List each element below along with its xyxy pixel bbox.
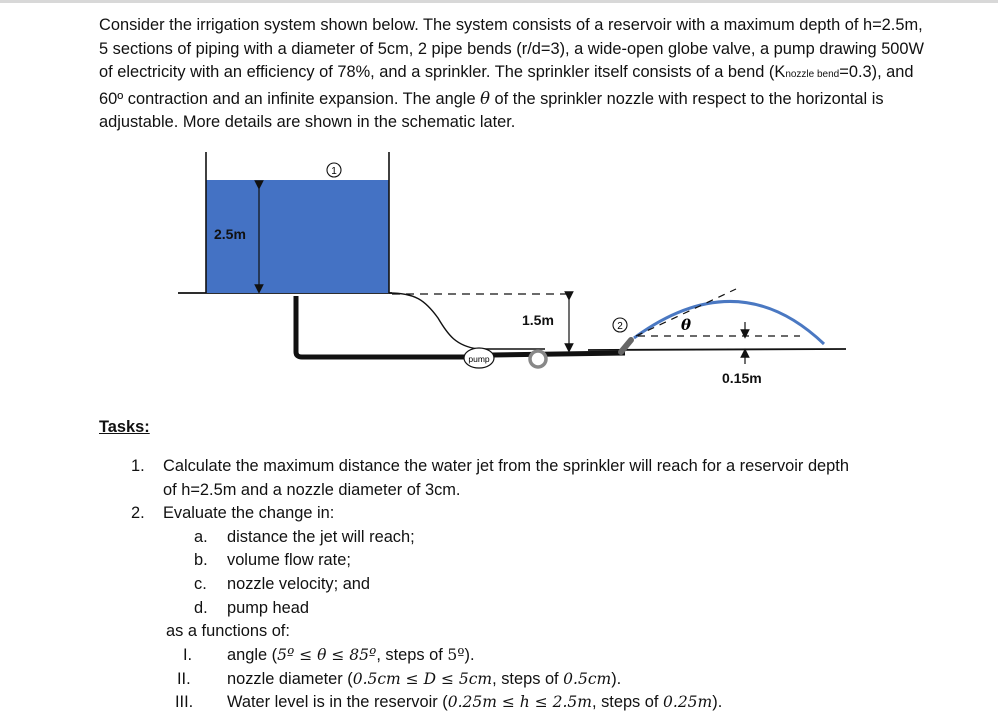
item-c-label: c. xyxy=(194,575,207,593)
pipe-suction xyxy=(296,296,468,357)
roman-i-prefix: angle ( xyxy=(227,646,278,664)
task-2-number: 2. xyxy=(131,504,145,522)
tasks-heading: Tasks: xyxy=(99,418,150,436)
intro-text-1: Consider the irrigation system shown below. The system consists of a reservoir with a maximum depth of h=2.5m, 5 sections of piping with a diameter of 5cm, 2 pipe bends (r/d=3), a wide-open globe valve, a pump drawing 500W of electricity with an efficiency of 78%, and a sprinkler. The sprinkler itself consists of a bend (K xyxy=(99,16,925,81)
roman-ii-math: 0.5cm ≤ D ≤ 5cm xyxy=(352,670,493,688)
task-1-line-1: Calculate the maximum distance the water jet from the sprinkler will reach for a reservoir depth xyxy=(163,457,849,475)
item-a-text: distance the jet will reach; xyxy=(227,528,415,546)
nozzle-height-label: 0.15m xyxy=(722,370,762,386)
roman-i-suffix: , steps of xyxy=(376,646,448,664)
as-functions-of: as a functions of: xyxy=(166,622,290,640)
water-jet-trajectory xyxy=(634,301,824,344)
roman-i-math: 5º ≤ θ ≤ 85º xyxy=(277,646,377,664)
roman-iii-step: 0.25m xyxy=(663,693,713,711)
task-2-text: Evaluate the change in: xyxy=(163,504,335,522)
point-1-label: 1 xyxy=(331,166,337,177)
roman-iii-end: ). xyxy=(712,693,723,711)
roman-ii-text xyxy=(227,668,621,692)
intro-subscript: nozzle bend xyxy=(785,69,840,80)
roman-iii-label: III. xyxy=(175,693,194,711)
globe-valve-icon xyxy=(530,351,546,367)
item-c-text: nozzle velocity; and xyxy=(227,575,371,593)
roman-ii-suffix: , steps of xyxy=(492,670,564,688)
roman-i-label: I. xyxy=(183,646,193,664)
roman-ii-end: ). xyxy=(611,670,622,688)
intro-text-3: of the sprinkler nozzle with respect to the horizontal is adjustable. More details are shown in the schematic later. xyxy=(99,89,884,131)
roman-iii-math: 0.25m ≤ h ≤ 2.5m xyxy=(447,693,592,711)
top-border xyxy=(0,0,998,3)
roman-ii-prefix: nozzle diameter ( xyxy=(227,670,353,688)
roman-iii-suffix: , steps of xyxy=(591,693,664,711)
roman-ii-label: II. xyxy=(177,670,191,688)
pump-label: pump xyxy=(468,354,490,364)
item-d-label: d. xyxy=(194,599,208,617)
item-b-text: volume flow rate; xyxy=(227,551,351,569)
theta-label: θ xyxy=(681,316,692,334)
item-b-label: b. xyxy=(194,551,208,569)
pipe-discharge xyxy=(492,353,625,355)
roman-iii-prefix: Water level is in the reservoir ( xyxy=(227,693,448,711)
roman-i-text xyxy=(227,644,475,668)
task-1-number: 1. xyxy=(131,457,145,475)
task-1-line-2: of h=2.5m and a nozzle diameter of 3cm. xyxy=(163,480,461,499)
elevation-label: 1.5m xyxy=(522,312,554,328)
intro-text-2: =0.3), and 60º contraction and an infinite expansion. The angle xyxy=(99,63,914,108)
item-d-text: pump head xyxy=(227,599,310,617)
irrigation-schematic xyxy=(0,140,998,400)
roman-i-end: ). xyxy=(464,646,475,664)
roman-ii-step: 0.5cm xyxy=(563,670,612,688)
item-a-label: a. xyxy=(194,528,208,546)
depth-label: 2.5m xyxy=(214,226,246,242)
problem-statement xyxy=(99,14,929,135)
intro-theta: θ xyxy=(480,88,490,108)
point-2-label: 2 xyxy=(617,321,623,332)
task-1 xyxy=(163,455,953,502)
roman-i-step: 5º xyxy=(447,646,465,664)
roman-iii-text xyxy=(227,691,722,715)
